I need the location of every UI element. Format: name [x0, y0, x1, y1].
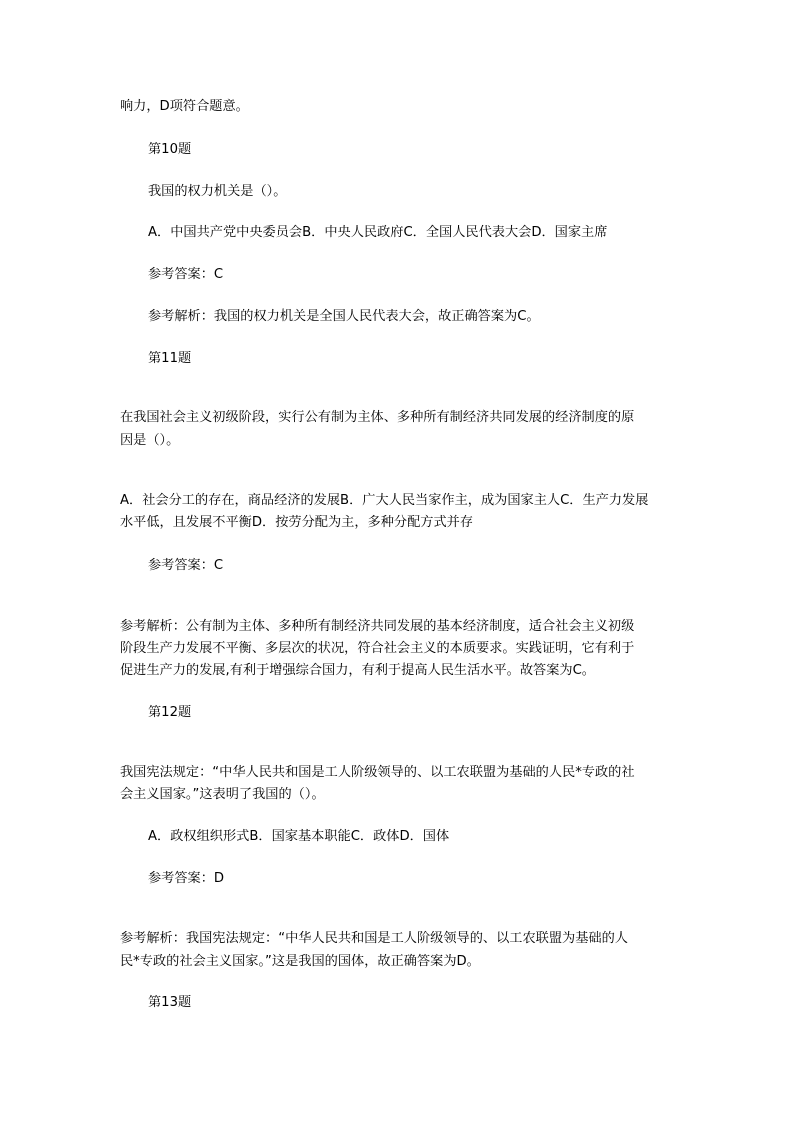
answer-key: 参考答案：C [148, 267, 224, 282]
answer-key: 参考答案：D [148, 871, 225, 886]
answer-explanation: 参考解析：我国的权力机关是全国人民代表大会，故正确答案为C。 [148, 309, 540, 324]
question-number: 第12题 [148, 705, 192, 720]
text-line: 民*专政的社会主义国家。”这是我国的国体，故正确答案为D。 [120, 954, 480, 969]
text-line: 参考解析：公有制为主体、多种所有制经济共同发展的基本经济制度，适合社会主义初级 [120, 619, 635, 634]
text-line: 响力，D项符合题意。 [120, 99, 249, 114]
text-line: 在我国社会主义初级阶段，实行公有制为主体、多种所有制经济共同发展的经济制度的原 [120, 410, 635, 425]
text-line: 参考解析：我国宪法规定：“中华人民共和国是工人阶级领导的、以工农联盟为基础的人 [120, 931, 628, 946]
question-number: 第11题 [148, 351, 192, 366]
question-number: 第10题 [148, 142, 192, 157]
question-number: 第13题 [148, 995, 192, 1010]
answer-key: 参考答案：C [148, 558, 224, 573]
text-line: 水平低，且发展不平衡D．按劳分配为主，多种分配方式并存 [120, 515, 474, 530]
text-line: A．社会分工的存在，商品经济的发展B．广大人民当家作主，成为国家主人C．生产力发展 [120, 493, 649, 508]
text-line: 促进生产力的发展,有利于增强综合国力，有利于提高人民生活水平。故答案为C。 [120, 663, 595, 678]
text-line: 我国宪法规定：“中华人民共和国是工人阶级领导的、以工农联盟为基础的人民*专政的社 [120, 765, 635, 780]
text-line: 阶段生产力发展不平衡、多层次的状况，符合社会主义的本质要求。实践证明，它有利于 [120, 641, 635, 656]
question-options: A．中国共产党中央委员会B．中央人民政府C．全国人民代表大会D．国家主席 [148, 225, 608, 240]
question-options: A．政权组织形式B．国家基本职能C．政体D．国体 [148, 829, 450, 844]
question-stem: 我国的权力机关是（）。 [148, 184, 287, 199]
text-line: 会主义国家。”这表明了我国的（）。 [120, 787, 325, 802]
text-line: 因是（）。 [120, 433, 180, 448]
